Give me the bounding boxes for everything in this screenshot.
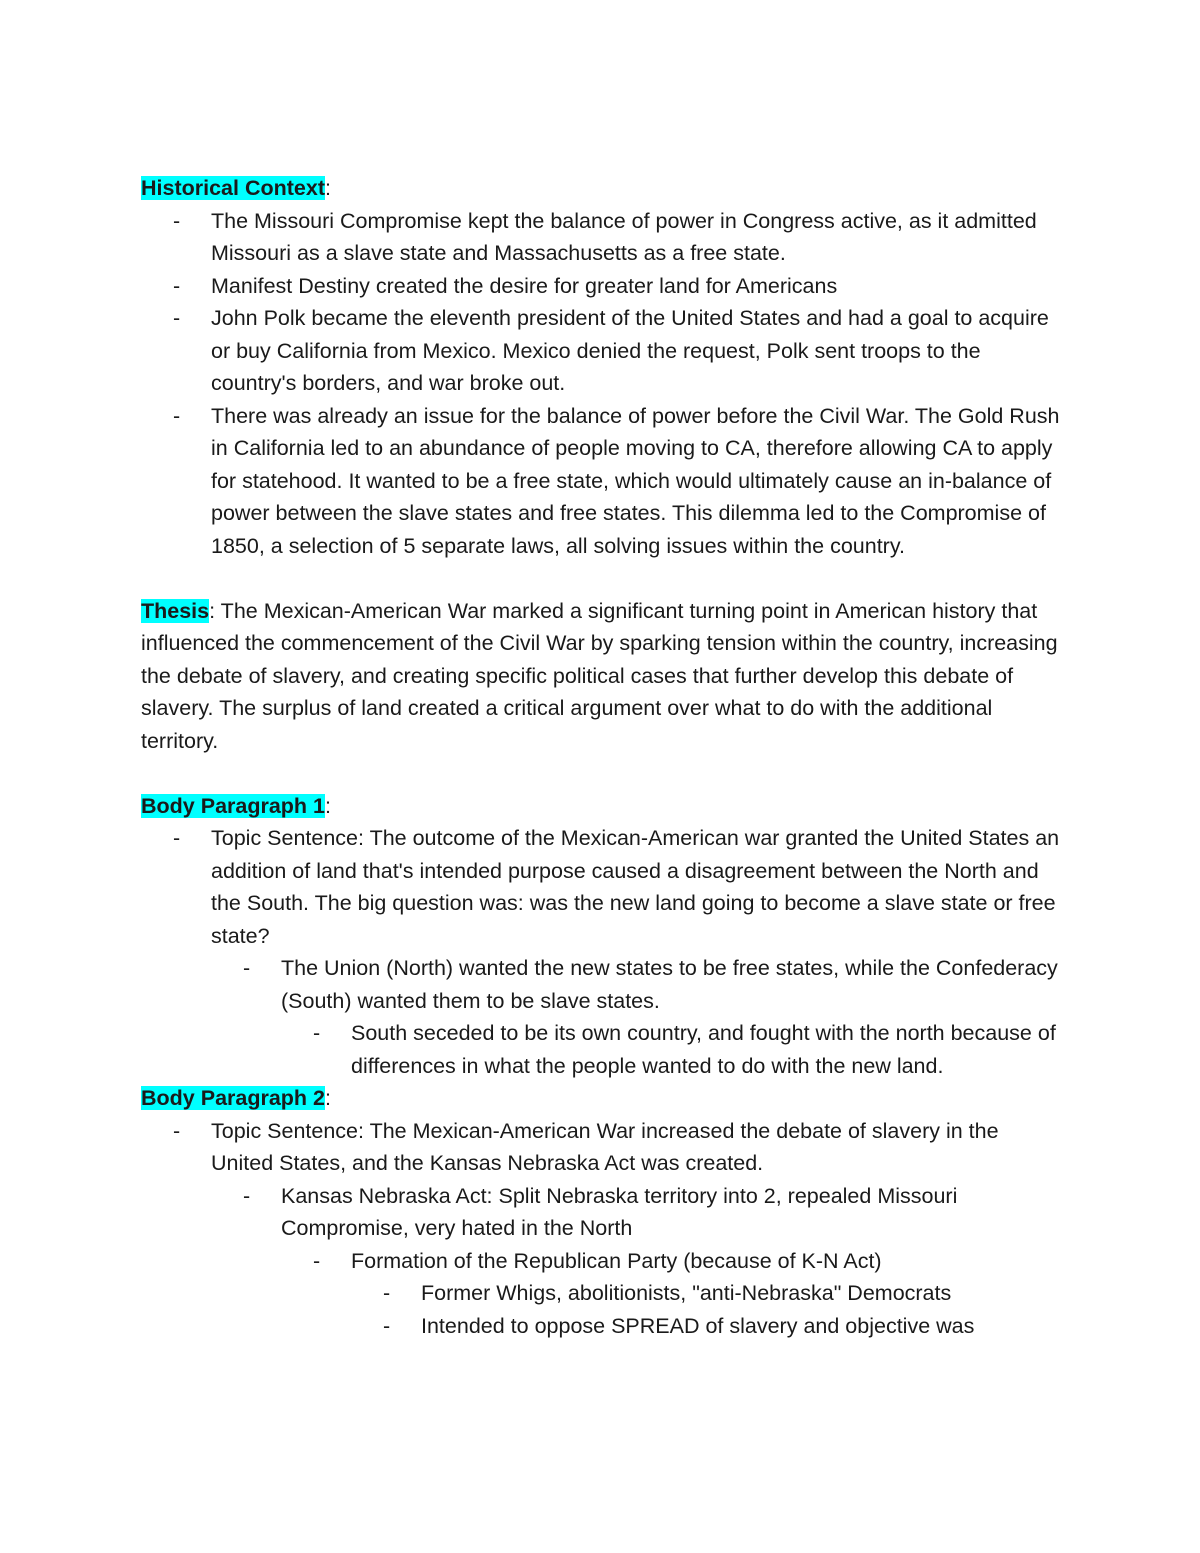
thesis-paragraph <box>141 595 1060 758</box>
list-item: - The Missouri Compromise kept the balance of power in Congress active, as it admitted Missouri as a slave state and Massachusetts as a free state. <box>141 205 1060 270</box>
list-item <box>141 1115 1060 1343</box>
body-paragraph-1-label: Body Paragraph 1 <box>141 793 325 818</box>
historical-context-heading: Historical Context: <box>141 176 331 200</box>
body-paragraph-1-heading: Body Paragraph 1: <box>141 793 331 818</box>
historical-context-list <box>141 205 1060 563</box>
list-item: - Kansas Nebraska Act: Split Nebraska territory into 2, repealed Missouri Compromise, very hated in the North - Formation of the Republican Party (because of K-N Act) - Former Whigs, abolitionists, "anti-Nebraska" Democrats - Intended to oppose SPREAD of slavery and objective was <box>211 1180 1060 1343</box>
thesis-label: Thesis <box>141 598 210 623</box>
list-item <box>141 822 1060 1082</box>
body-paragraph-2-list <box>141 1115 1060 1343</box>
list-item: - The Union (North) wanted the new states to be free states, while the Confederacy (South) wanted them to be slave states. - South seceded to be its own country, and fought with the north because of differences in what the people wanted to do with the new land. <box>211 952 1060 1082</box>
thesis-text: : The Mexican-American War marked a significant turning point in American history that influenced the commencement of the Civil War by sparking tension within the country, increasing the debate of slavery, and creating specific political cases that further develop this debate of slavery. The surplus of land created a critical argument over what to do with the additional territory. <box>141 598 1058 753</box>
historical-context-label: Historical Context <box>141 176 325 200</box>
list-item: - Manifest Destiny created the desire for greater land for Americans <box>141 270 1060 303</box>
body-paragraph-2-label: Body Paragraph 2 <box>141 1086 325 1110</box>
topic-sentence: Topic Sentence: The Mexican-American War increased the debate of slavery in the United States, and the Kansas Nebraska Act was created. <box>211 1118 999 1175</box>
list-item: - Intended to oppose SPREAD of slavery and objective was <box>351 1310 1060 1343</box>
spacer <box>141 757 1060 790</box>
topic-sentence: Topic Sentence: The outcome of the Mexican-American war granted the United States an addition of land that's intended purpose caused a disagreement between the North and the South. The big question was: was the new land going to become a slave state or free state? <box>211 826 1060 948</box>
list-item: - There was already an issue for the balance of power before the Civil War. The Gold Rush in California led to an abundance of people moving to CA, therefore allowing CA to apply for statehood. It wanted to be a free state, which would ultimately cause an in-balance of power between the slave states and free states. This dilemma led to the Compromise of 1850, a selection of 5 separate laws, all solving issues within the country. <box>141 400 1060 563</box>
list-item: - South seceded to be its own country, and fought with the north because of differences in what the people wanted to do with the new land. <box>281 1017 1060 1082</box>
body-paragraph-1-list <box>141 822 1060 1082</box>
body-paragraph-2-heading: Body Paragraph 2: <box>141 1086 331 1110</box>
list-item: - Former Whigs, abolitionists, "anti-Nebraska" Democrats <box>351 1277 1060 1310</box>
list-item: - Formation of the Republican Party (because of K-N Act) - Former Whigs, abolitionists, "anti-Nebraska" Democrats - Intended to oppose SPREAD of slavery and objective was <box>281 1245 1060 1343</box>
spacer <box>141 562 1060 595</box>
list-item: - John Polk became the eleventh president of the United States and had a goal to acquire or buy California from Mexico. Mexico denied the request, Polk sent troops to the country's borders, and war broke out. <box>141 302 1060 400</box>
